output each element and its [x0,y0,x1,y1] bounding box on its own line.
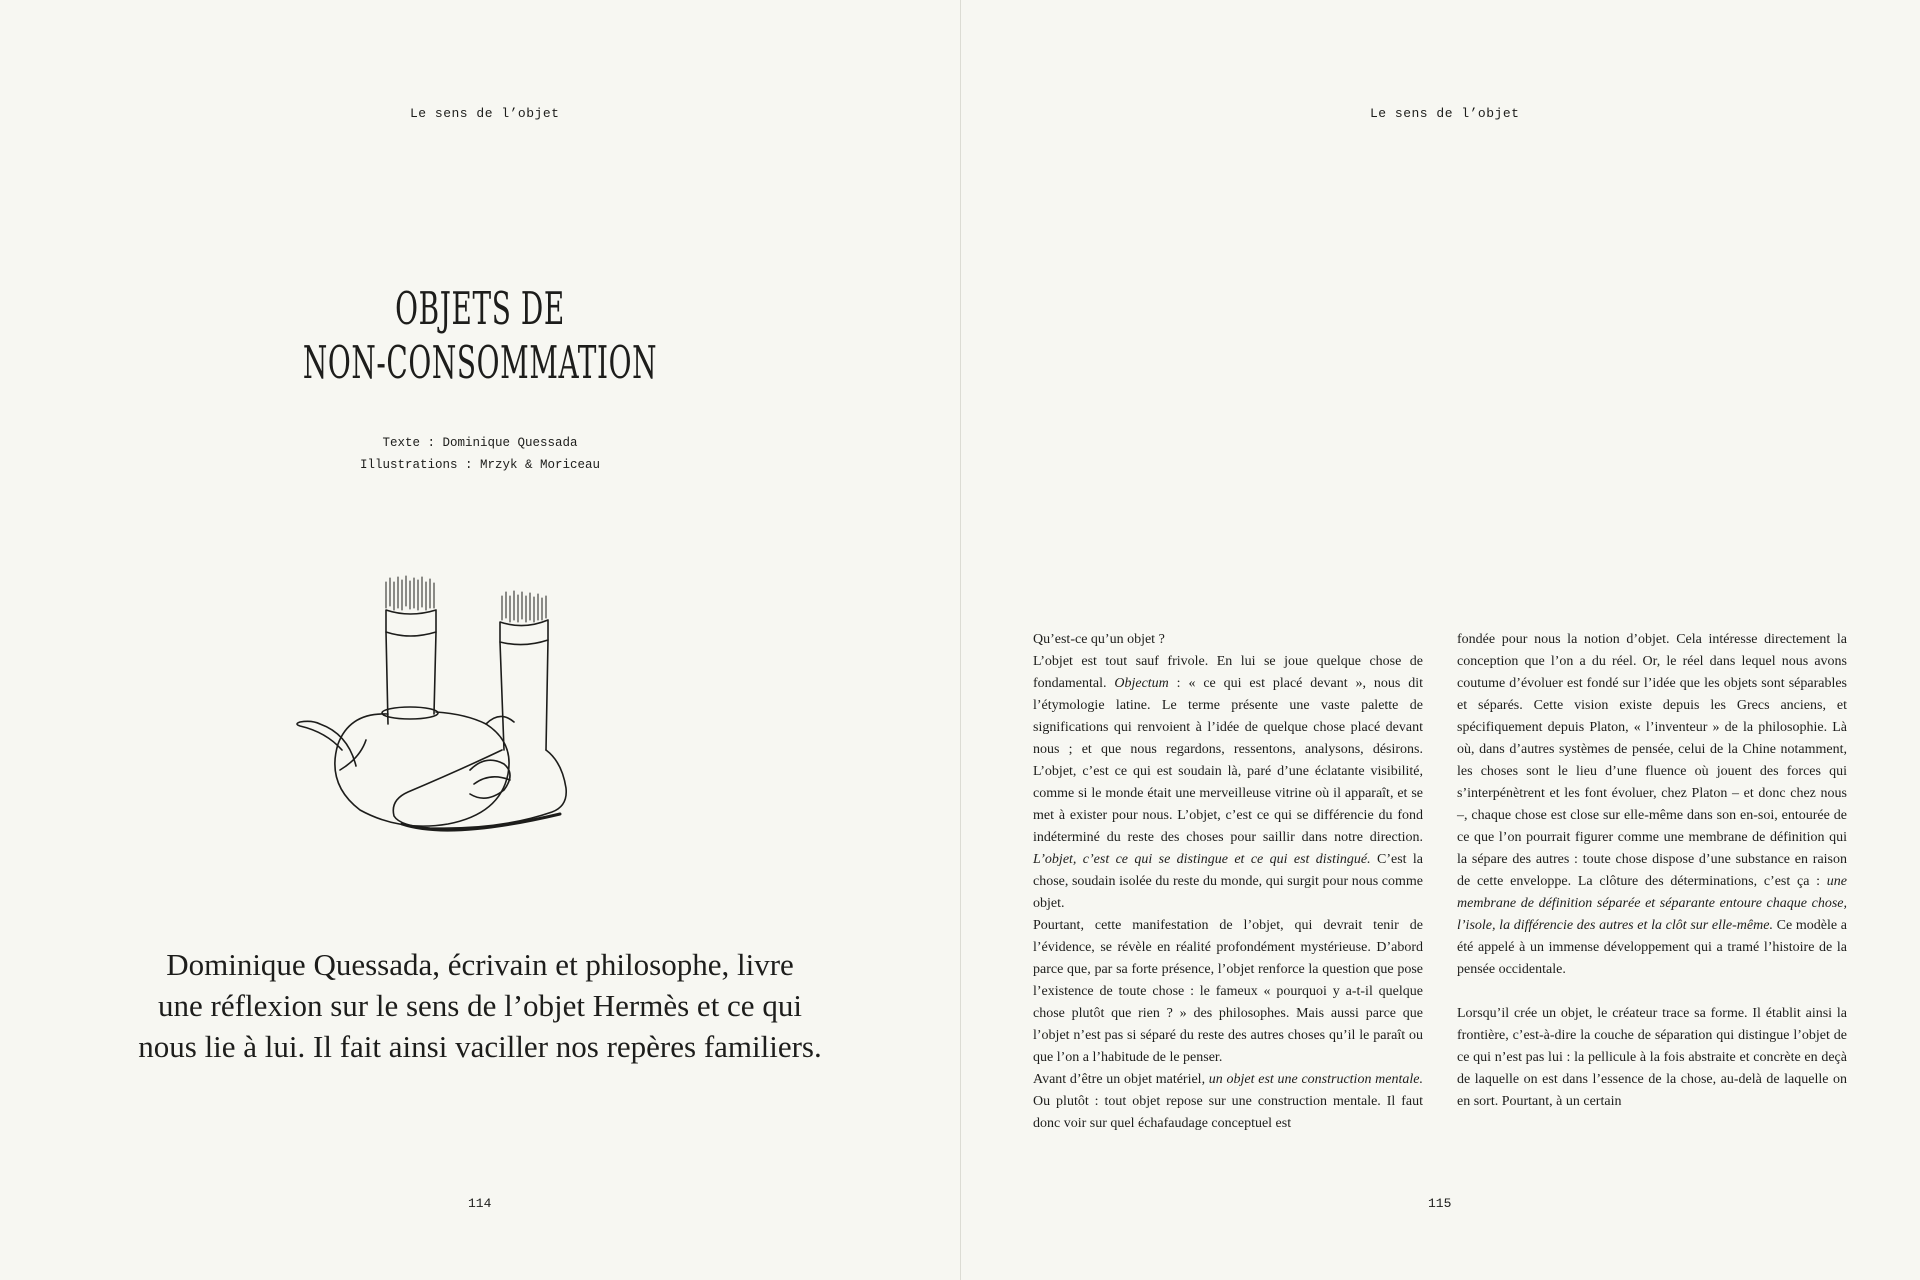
teapot-loafers-socks-illustration [290,574,590,860]
lede-line-3: nous lie à lui. Il fait ainsi vaciller nos repères familiers. [138,1029,822,1064]
credits [0,432,960,476]
credit-illustrations: Illustrations : Mrzyk & Moriceau [359,458,601,472]
running-head-text: Le sens de l’objet [1370,106,1520,121]
right-page [961,0,1920,1280]
body-paragraph [1033,651,1423,915]
body-column-2 [1457,629,1847,1113]
running-head-text: Le sens de l’objet [410,106,560,121]
lede-line-1: Dominique Quessada, écrivain et philosophe, livre [166,947,794,982]
leg-hair-left [386,576,434,610]
body-paragraph: Pourtant, cette manifestation de l’objet, qui devrait tenir de l’évidence, se révèle en réalité profondément mystérieuse. D’abord parce que, par sa forte présence, l’objet renforce la question que pose l’existence de toute chose : le fameux « pourquoi y a-t-il quelque chose plutôt que rien ? » des philosophes. Mais aussi parce que l’objet n’est pas si séparé du reste des autres choses qu’il le paraît ou que l’on a l’habitude de le penser. [1033,918,1423,1065]
credit-text: Texte : Dominique Quessada [382,436,578,450]
body-paragraph [1457,629,1847,981]
body-text: : « ce qui est placé devant », nous dit l’étymologie latine. Le terme présente une vaste palette de significations qui renvoient à l’idée de quelque chose placé devant nous ; et que nous regardons, ressentons, analysons, désirons. L’objet, c’est ce qui est soudain là, paré d’une éclatante visibilité, comme si le monde était une merveilleuse vitrine où il apparaît, et se met à exister pour nous. L’objet, c’est ce qui se différencie du fond indéterminé du reste des choses pour saillir dans notre direction. [1033,676,1423,845]
body-paragraph [1033,1069,1423,1135]
leg-hair-right [502,591,546,622]
body-emphasis: Objectum [1114,676,1169,691]
page-number-left: 114 [468,1196,492,1211]
body-paragraph: Lorsqu’il crée un objet, le créateur trace sa forme. Il établit ainsi la frontière, c’est-à-dire la couche de séparation qui distingue l’objet de ce qui n’est pas lui : la pellicule à la fois abstraite et concrète en deçà de laquelle on est dans l’essence de la chose, au-delà de laquelle on en sort. Pourtant, à un certain [1457,1006,1847,1109]
page-number-right: 115 [1428,1196,1452,1211]
body-text: Ce modèle a été appelé à un immense développement qui a tramé l’histoire de la pensée occidentale. [1457,918,1847,977]
section-heading: Qu’est-ce qu’un objet ? [1033,632,1165,647]
body-text: L’objet est tout sauf frivole. En lui se joue quelque chose de fondamental. [1033,654,1423,691]
body-text: fondée pour nous la notion d’objet. Cela intéresse directement la conception que l’on a du réel. Or, le réel dans lequel nous avons coutume d’évoluer est fondé sur l’idée que les objets sont séparables et séparés. Cette vision existe depuis les Grecs anciens, et spécifiquement depuis Platon, « l’inventeur » de la philosophie. Là où, dans d’autres systèmes de pensée, celui de la Chine notamment, les choses sont le lieu d’une fluence où jouent des forces qui s’interpénètrent et les font évoluer, chez Platon – et donc chez nous –, chaque chose est close sur elle-même dans son en-soi, entourée de ce que l’on pourrait figurer comme une membrane de définition qui la sépare des autres : toute chose dispose d’une substance en raison de cette enveloppe. La clôture des déterminations, c’est ça : [1457,632,1847,889]
body-text: Avant d’être un objet matériel, [1033,1072,1209,1087]
article-title [182,282,777,390]
lede-paragraph [0,944,960,1067]
body-text: Ou plutôt : tout objet repose sur une construction mentale. Il faut donc voir sur quel échafaudage conceptuel est [1033,1094,1423,1131]
title-line-1: OBJETS DE [395,282,565,335]
body-emphasis: un objet est une construction mentale. [1208,1072,1423,1087]
body-emphasis: L’objet, c’est ce qui se distingue et ce qui est distingué. [1033,852,1371,867]
body-text: C’est la chose, soudain isolée du reste du monde, qui surgit pour nous comme objet. [1033,852,1424,911]
body-column-1 [1033,629,1423,1135]
lede-line-2: une réflexion sur le sens de l’objet Hermès et ce qui [158,988,802,1023]
body-emphasis: une membrane de définition séparée et séparante entoure chaque chose, l’isole, la différencie des autres et la clôt sur elle-même. [1457,874,1847,933]
title-line-2: NON-CONSOMMATION [302,336,658,389]
